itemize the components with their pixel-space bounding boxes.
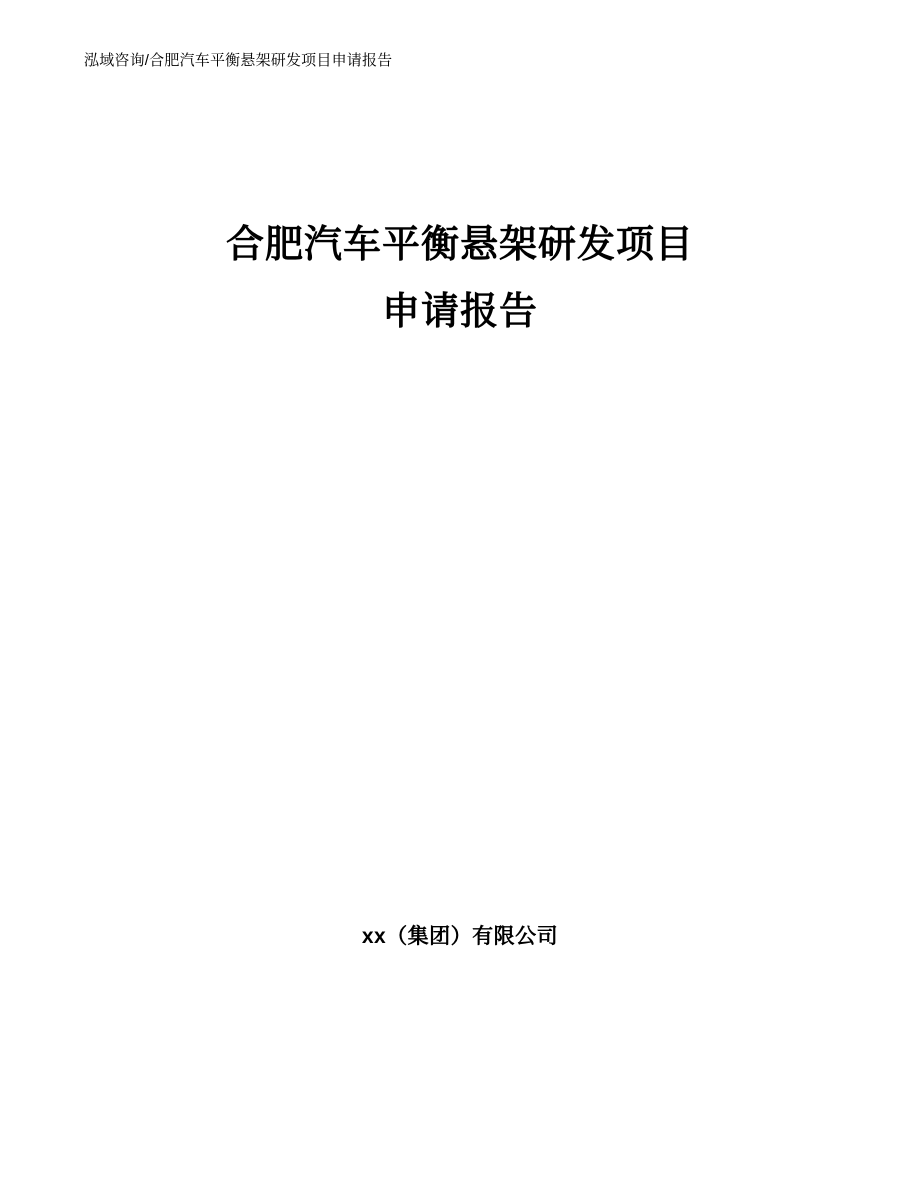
title-line-2: 申请报告	[381, 290, 538, 333]
page-header: 泓域咨询/合肥汽车平衡悬架研发项目申请报告	[84, 52, 393, 69]
cover-title	[84, 212, 836, 345]
title-line-1: 合肥汽车平衡悬架研发项目	[225, 224, 694, 266]
company-name: xx（集团）有限公司	[361, 925, 559, 948]
cover-company	[84, 920, 836, 950]
